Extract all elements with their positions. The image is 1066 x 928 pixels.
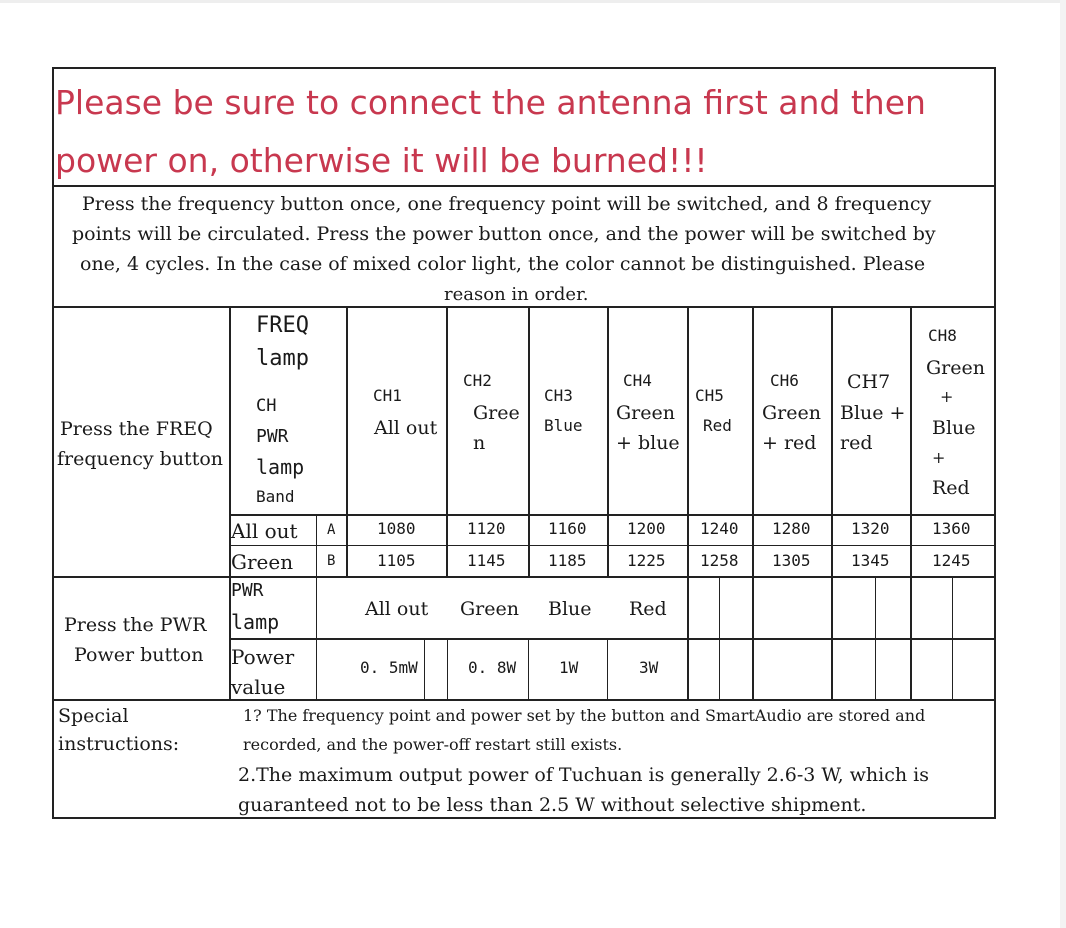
band-b-ch6: 1305 <box>772 551 811 570</box>
power-label-1: Power <box>231 645 295 669</box>
band-b-ch3: 1185 <box>548 551 587 570</box>
band-a-lamp: All out <box>231 519 298 543</box>
band-b-ch4: 1225 <box>627 551 666 570</box>
freq-button-label-1: Press the FREQ <box>60 418 213 440</box>
ch8-label-2: + <box>940 387 954 406</box>
ch7-label-2: red <box>840 432 873 454</box>
divider-band-a <box>229 545 996 546</box>
pwr-lamp-green: Green <box>460 598 519 620</box>
ch3-code: CH3 <box>544 386 573 405</box>
band-a-ch3: 1160 <box>548 519 587 538</box>
col-ch4-divider <box>607 306 609 577</box>
header-freq: FREQ <box>256 313 309 338</box>
divider-pwr-lamp <box>229 638 996 640</box>
warning-line-2: power on, otherwise it will be burned!!! <box>55 141 708 180</box>
power-value-0: 0. 5mW <box>360 658 418 677</box>
special-label-1: Special <box>58 705 129 727</box>
ch8-label-4: + <box>932 448 946 467</box>
band-a-ch2: 1120 <box>467 519 506 538</box>
col-ch3-divider <box>528 306 530 577</box>
special-note-1-line-2: recorded, and the power-off restart still exists. <box>243 735 623 754</box>
band-a-ch8: 1360 <box>932 519 971 538</box>
band-a-ch6: 1280 <box>772 519 811 538</box>
ch4-label-1: Green <box>616 402 675 424</box>
intro-line-1: Press the frequency button once, one frequency point will be switched, and 8 frequency <box>82 193 932 215</box>
power-value-1: 0. 8W <box>468 658 517 677</box>
divider-intro <box>52 306 996 308</box>
ch2-label-1: Gree <box>473 402 520 424</box>
special-label-2: instructions: <box>58 733 180 755</box>
ch6-label-1: Green <box>762 402 821 424</box>
ch7-label-1: Blue + <box>840 402 906 424</box>
pwr-col-g <box>952 577 953 700</box>
special-note-1-line-1: 1? The frequency point and power set by the button and SmartAudio are stored and <box>243 706 926 725</box>
col-ch5-divider <box>687 306 689 700</box>
ch1-label: All out <box>374 417 438 439</box>
divider-header <box>229 514 996 516</box>
band-b-ch5: 1258 <box>700 551 739 570</box>
header-band: Band <box>256 487 295 506</box>
band-a-ch5: 1240 <box>700 519 739 538</box>
power-value-2: 1W <box>559 658 579 677</box>
ch4-code: CH4 <box>623 371 652 390</box>
band-b-ch2: 1145 <box>467 551 506 570</box>
col-label-divider <box>229 306 231 700</box>
col-ch6-divider <box>752 306 754 700</box>
col-ch8-divider <box>910 306 912 700</box>
col-ch7-divider <box>831 306 833 700</box>
intro-line-4: reason in order. <box>444 284 589 305</box>
band-b-ch8: 1245 <box>932 551 971 570</box>
pwr-col-e <box>719 577 720 700</box>
ch3-label: Blue <box>544 416 583 435</box>
ch1-code: CH1 <box>373 386 402 405</box>
pwr-col-d <box>607 638 608 700</box>
pwr-lamp-label-1: PWR <box>231 580 264 601</box>
ch8-label-3: Blue <box>932 417 976 439</box>
ch7-code: CH7 <box>847 371 891 393</box>
ch2-code: CH2 <box>463 371 492 390</box>
col-ch1-divider <box>346 306 348 577</box>
band-a-ch4: 1200 <box>627 519 666 538</box>
pwr-button-label-2: Power button <box>74 644 204 666</box>
ch6-label-2: + red <box>762 432 817 454</box>
ch5-code: CH5 <box>695 386 724 405</box>
band-b-lamp: Green <box>231 550 294 574</box>
pwr-lamp-blue: Blue <box>548 598 592 620</box>
col-band-divider <box>316 514 317 700</box>
ch5-label: Red <box>703 416 732 435</box>
top-edge <box>0 0 1066 3</box>
header-lamp: lamp <box>256 346 309 371</box>
divider-warning <box>52 185 996 187</box>
pwr-col-f <box>875 577 876 700</box>
freq-button-label-2: frequency button <box>57 448 223 470</box>
intro-line-2: points will be circulated. Press the power button once, and the power will be switched by <box>72 223 936 245</box>
band-a-ch1: 1080 <box>377 519 416 538</box>
header-lamp-2: lamp <box>256 455 305 479</box>
ch8-code: CH8 <box>928 326 957 345</box>
band-a-code: A <box>327 522 336 538</box>
intro-line-3: one, 4 cycles. In the case of mixed color light, the color cannot be distinguished. Please <box>80 253 926 275</box>
special-note-2-line-2: guaranteed not to be less than 2.5 W without selective shipment. <box>238 794 867 816</box>
ch8-label-1: Green <box>926 357 985 379</box>
band-b-code: B <box>327 553 336 569</box>
divider-freq-section <box>52 576 996 578</box>
ch2-label-2: n <box>473 432 486 454</box>
warning-line-1: Please be sure to connect the antenna first and then <box>55 83 926 122</box>
power-value-3: 3W <box>639 658 659 677</box>
header-pwr: PWR <box>256 426 289 447</box>
pwr-col-a <box>424 638 425 700</box>
pwr-col-b <box>447 638 448 700</box>
ch6-code: CH6 <box>770 371 799 390</box>
ch4-label-2: + blue <box>616 432 680 454</box>
right-edge <box>1060 0 1066 928</box>
band-b-ch1: 1105 <box>377 551 416 570</box>
power-label-2: value <box>231 675 286 699</box>
band-a-ch7: 1320 <box>851 519 890 538</box>
pwr-lamp-red: Red <box>629 598 667 620</box>
divider-pwr-section <box>52 699 996 701</box>
pwr-lamp-all-out: All out <box>365 598 429 620</box>
special-note-2-line-1: 2.The maximum output power of Tuchuan is generally 2.6-3 W, which is <box>238 764 929 786</box>
header-ch: CH <box>256 396 277 416</box>
band-b-ch7: 1345 <box>851 551 890 570</box>
pwr-lamp-label-2: lamp <box>231 610 280 634</box>
pwr-col-c <box>528 638 529 700</box>
col-ch2-divider <box>446 306 448 577</box>
ch8-label-5: Red <box>932 477 970 499</box>
pwr-button-label-1: Press the PWR <box>64 614 207 636</box>
